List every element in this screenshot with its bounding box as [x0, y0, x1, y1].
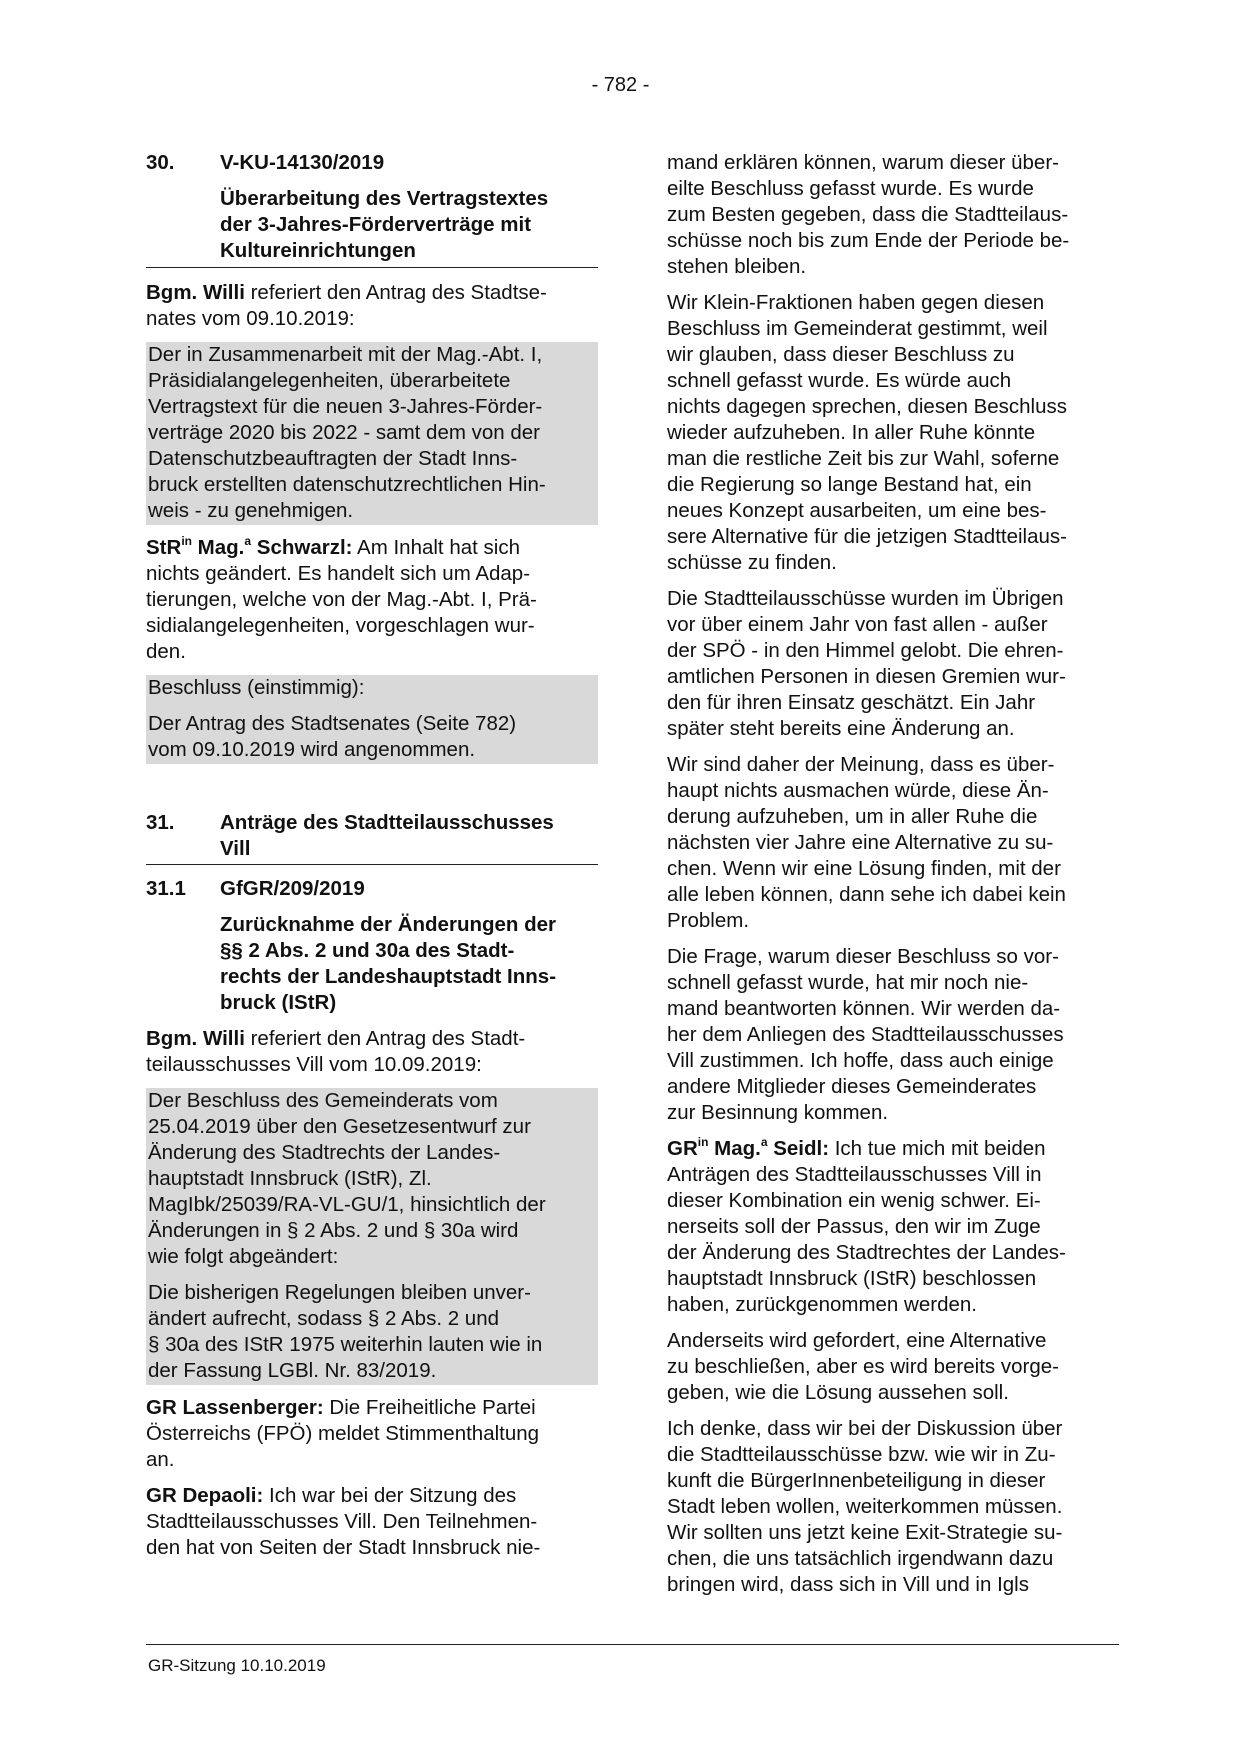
text-line: Wir Klein-Fraktionen haben gegen diesen [667, 291, 1045, 314]
text-line: ändert aufrecht, sodass § 2 Abs. 2 und [148, 1307, 500, 1330]
text-line: amtlichen Personen in diesen Gremien wur- [667, 665, 1066, 688]
paragraph [667, 290, 1119, 576]
item-title [220, 810, 598, 862]
text-line: Wir sind daher der Meinung, dass es über- [667, 753, 1055, 776]
paragraph [667, 1328, 1119, 1406]
text-line: nerseits soll der Passus, den wir im Zuge [667, 1215, 1041, 1238]
text-line: Der in Zusammenarbeit mit der Mag.-Abt. I, [148, 343, 543, 366]
title-line: Kultureinrichtungen [220, 239, 416, 262]
text-line: sidialangelegenheiten, vorgeschlagen wur- [146, 614, 535, 637]
speaker-name: Bgm. Willi [146, 1027, 245, 1050]
left-column [146, 150, 598, 1561]
text-line: den für ihren Einsatz geschätzt. Ein Jahr [667, 691, 1036, 714]
speaker-name: GR Lassenberger: [146, 1396, 324, 1419]
text-line: alle leben können, dann sehe ich dabei kein [667, 883, 1066, 906]
item-code: V-KU-14130/2019 [220, 151, 385, 174]
text-line: andere Mitglieder dieses Gemeinderates [667, 1075, 1037, 1098]
speaker-paragraph [667, 1136, 1119, 1318]
item-31-1-title [146, 912, 598, 1016]
text-line: nates vom 09.10.2019: [146, 307, 355, 330]
text-line: mand erklären können, warum dieser über- [667, 151, 1059, 174]
text-line: stehen bleiben. [667, 255, 807, 278]
text-line: 25.04.2019 über den Gesetzesentwurf zur [148, 1115, 531, 1138]
text-line: schüsse noch bis zum Ende der Periode be- [667, 229, 1070, 252]
text-line: dieser Kombination ein wenig schwer. Ei- [667, 1189, 1041, 1212]
speaker-name: GR Depaoli: [146, 1484, 264, 1507]
item-31-heading [146, 810, 598, 862]
text-line: hauptstadt Innsbruck (IStR), Zl. [148, 1167, 432, 1190]
text-line: § 30a des IStR 1975 weiterhin lauten wie in [148, 1333, 543, 1356]
text-line: geben, wie die Lösung aussehen soll. [667, 1381, 1009, 1404]
text-line: Ich tue mich mit beiden [829, 1137, 1046, 1160]
text-line: MagIbk/25039/RA-VL-GU/1, hinsichtlich der [148, 1193, 546, 1216]
text-line: Die Frage, warum dieser Beschluss so vor- [667, 945, 1059, 968]
text-line: Änderungen in § 2 Abs. 2 und § 30a wird [148, 1219, 519, 1242]
title-line: §§ 2 Abs. 2 und 30a des Stadt- [220, 939, 515, 962]
resolution-box [146, 675, 598, 764]
text-line: vor über einem Jahr von fast allen - außer [667, 613, 1048, 636]
title-line: der 3-Jahres-Förderverträge mit [220, 213, 532, 236]
text-line: Am Inhalt hat sich [352, 536, 520, 559]
speaker-paragraph [146, 535, 598, 665]
text-line: den hat von Seiten der Stadt Innsbruck nie- [146, 1536, 541, 1559]
text-line: haben, zurückgenommen werden. [667, 1293, 977, 1316]
motion-text-box [146, 342, 598, 525]
text-line: Die Freiheitliche Partei [323, 1396, 536, 1419]
text-line: Problem. [667, 909, 750, 932]
text-line: eilte Beschluss gefasst wurde. Es wurde [667, 177, 1034, 200]
text-line: der Fassung LGBl. Nr. 83/2019. [148, 1359, 437, 1382]
text-line: verträge 2020 bis 2022 - samt dem von der [148, 421, 540, 444]
footer-divider [146, 1644, 1119, 1645]
text-line: nichts geändert. Es handelt sich um Adap- [146, 562, 531, 585]
item-30-heading [146, 150, 598, 176]
title-line: Überarbeitung des Vertragstextes [220, 187, 549, 210]
text-line: Der Antrag des Stadtsenates (Seite 782) [148, 712, 517, 735]
text-line: Vertragstext für die neuen 3-Jahres-Förder- [148, 395, 543, 418]
text-line: sere Alternative für die jetzigen Stadtteilaus- [667, 525, 1067, 548]
text-line: die Stadtteilausschüsse bzw. wie wir in Zu- [667, 1443, 1056, 1466]
divider [146, 864, 598, 865]
speaker-paragraph [146, 1395, 598, 1473]
resolution-label: Beschluss (einstimmig): [148, 676, 365, 699]
text-line: vom 09.10.2019 wird angenommen. [148, 738, 476, 761]
item-number: 31. [146, 811, 175, 834]
text-line: derung aufzuheben, um in aller Ruhe die [667, 805, 1038, 828]
text-line: wir glauben, dass dieser Beschluss zu [667, 343, 1015, 366]
item-number: 30. [146, 151, 175, 174]
text-line: kunft die BürgerInnenbeteiligung in dieser [667, 1469, 1046, 1492]
text-line: Österreichs (FPÖ) meldet Stimmenthaltung [146, 1422, 540, 1445]
item-30-title [146, 186, 598, 268]
text-line: Wir sollten uns jetzt keine Exit-Strategie su- [667, 1521, 1063, 1544]
text-line: Stadtteilausschusses Vill. Den Teilnehmen- [146, 1510, 538, 1533]
item-31-1-heading [146, 876, 598, 902]
text-line: referiert den Antrag des Stadtse- [244, 281, 547, 304]
text-line: Präsidialangelegenheiten, überarbeitete [148, 369, 511, 392]
text-line: mand beantworten können. Wir werden da- [667, 997, 1061, 1020]
speaker-paragraph [146, 1483, 598, 1561]
text-line: bruck erstellten datenschutzrechtlichen Hin- [148, 473, 546, 496]
text-line: zur Besinnung kommen. [667, 1101, 889, 1124]
text-line: man die restliche Zeit bis zur Wahl, soferne [667, 447, 1060, 470]
text-line: nichts dagegen sprechen, diesen Beschluss [667, 395, 1068, 418]
item-code: GfGR/209/2019 [220, 877, 365, 900]
text-line: an. [146, 1448, 175, 1471]
text-line: haupt nichts ausmachen würde, diese Än- [667, 779, 1049, 802]
text-line: nächsten vier Jahre eine Alternative zu su- [667, 831, 1054, 854]
title-line: Anträge des Stadtteilausschusses [220, 811, 554, 834]
text-line: später steht bereits eine Änderung an. [667, 717, 1015, 740]
title-line: bruck (IStR) [220, 991, 337, 1014]
speaker-paragraph [146, 1026, 598, 1078]
text-line: referiert den Antrag des Stadt- [244, 1027, 526, 1050]
text-line: neues Konzept ausarbeiten, um eine bes- [667, 499, 1047, 522]
text-line: Änderung des Stadtrechts der Landes- [148, 1141, 501, 1164]
paragraph [667, 752, 1119, 934]
item-number: 31.1 [146, 877, 186, 900]
speaker-name: Bgm. Willi [146, 281, 245, 304]
title-line: Zurücknahme der Änderungen der [220, 913, 557, 936]
paragraph [667, 1416, 1119, 1598]
text-line: Anträgen des Stadtteilausschusses Vill in [667, 1163, 1042, 1186]
motion-text-box [146, 1088, 598, 1385]
text-line: Die Stadtteilausschüsse wurden im Übrigen [667, 587, 1064, 610]
paragraph [667, 944, 1119, 1126]
right-column [667, 150, 1119, 1598]
text-line: der Änderung des Stadtrechtes der Landes- [667, 1241, 1066, 1264]
text-line: der SPÖ - in den Himmel gelobt. Die ehren- [667, 639, 1064, 662]
title-line: rechts der Landeshauptstadt Inns- [220, 965, 557, 988]
text-line: wie folgt abgeändert: [148, 1245, 339, 1268]
text-line: chen, die uns tatsächlich irgendwann dazu [667, 1547, 1054, 1570]
title-line: Vill [220, 837, 251, 860]
text-line: teilausschusses Vill vom 10.09.2019: [146, 1053, 482, 1076]
text-line: Anderseits wird gefordert, eine Alternative [667, 1329, 1047, 1352]
speaker-paragraph [146, 280, 598, 332]
text-line: Die bisherigen Regelungen bleiben unver- [148, 1281, 531, 1304]
text-line: zum Besten gegeben, dass die Stadtteilaus- [667, 203, 1069, 226]
page-number: - 782 - [591, 74, 650, 96]
text-line: den. [146, 640, 186, 663]
text-line: Beschluss im Gemeinderat gestimmt, weil [667, 317, 1048, 340]
text-line: wieder aufzuheben. In aller Ruhe könnte [667, 421, 1036, 444]
text-line: her dem Anliegen des Stadtteilausschusses [667, 1023, 1064, 1046]
text-line: Ich war bei der Sitzung des [263, 1484, 517, 1507]
text-line: weis - zu genehmigen. [148, 499, 354, 522]
paragraph [667, 150, 1119, 280]
text-line: schnell gefasst wurde, hat mir noch nie- [667, 971, 1029, 994]
speaker-name: StR$^{in}$ Mag.$^a$ Schwarzl: [146, 534, 353, 559]
text-line: Stadt leben wollen, weiterkommen müssen. [667, 1495, 1063, 1518]
text-line: schüsse zu finden. [667, 551, 837, 574]
footer-session-label: GR-Sitzung 10.10.2019 [148, 1656, 326, 1675]
text-line: Der Beschluss des Gemeinderats vom [148, 1089, 498, 1112]
text-line: bringen wird, dass sich in Vill und in Igls [667, 1573, 1029, 1596]
text-line: schnell gefasst wurde. Es würde auch [667, 369, 1012, 392]
paragraph [667, 586, 1119, 742]
text-line: hauptstadt Innsbruck (IStR) beschlossen [667, 1267, 1037, 1290]
text-line: Vill zustimmen. Ich hoffe, dass auch einige [667, 1049, 1054, 1072]
text-line: die Regierung so lange Bestand hat, ein [667, 473, 1032, 496]
text-line: Datenschutzbeauftragten der Stadt Inns- [148, 447, 518, 470]
speaker-name: $GR^{in}$ Mag.$^a$ Seidl: [667, 1135, 830, 1160]
text-line: tierungen, welche von der Mag.-Abt. I, Prä- [146, 588, 537, 611]
text-line: Ich denke, dass wir bei der Diskussion über [667, 1417, 1063, 1440]
text-line: chen. Wenn wir eine Lösung finden, mit der [667, 857, 1061, 880]
text-line: zu beschließen, aber es wird bereits vorge- [667, 1355, 1059, 1378]
